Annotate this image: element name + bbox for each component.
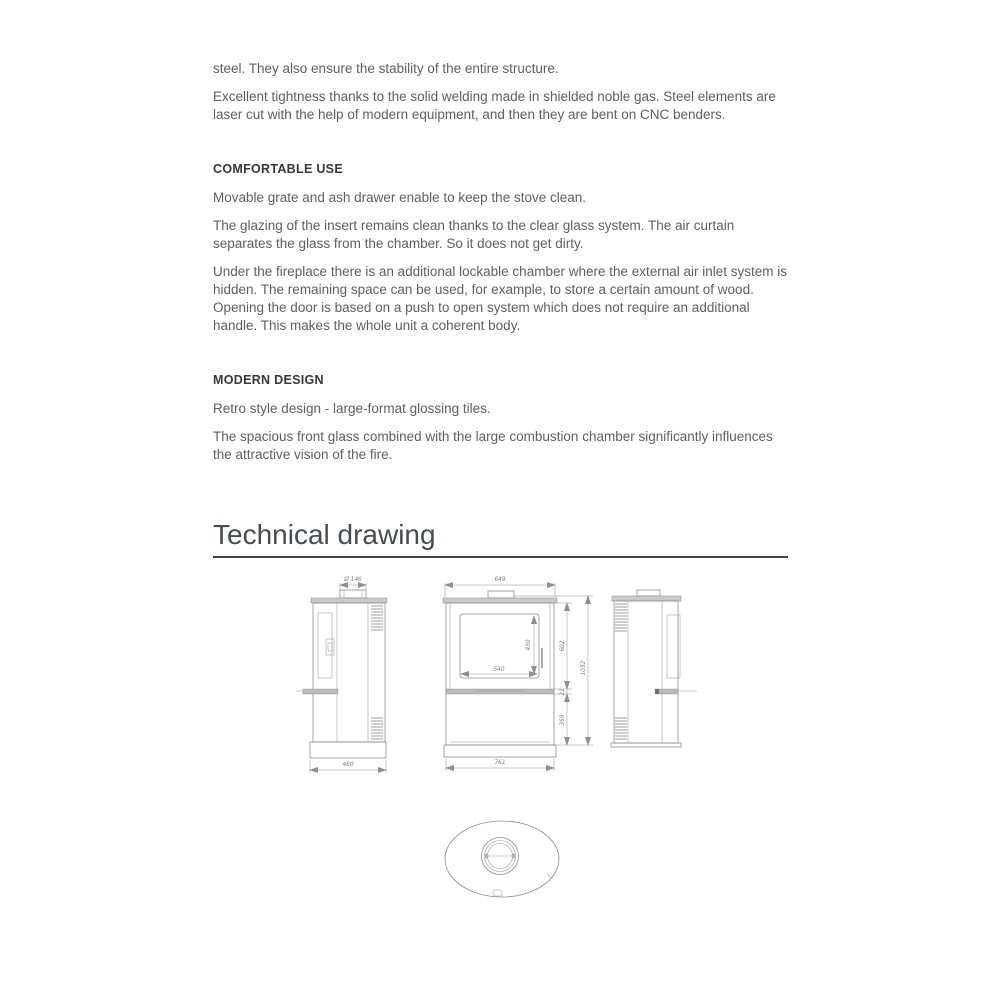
paragraph: The spacious front glass combined with the large combustion chamber significantly influences the attractive vision of the fire.: [213, 429, 773, 462]
paragraph: Retro style design - large-format glossing tiles.: [213, 401, 491, 416]
side-view-right: [611, 590, 697, 747]
dim-depth: 460: [342, 762, 354, 768]
dim-glass-width: 540: [493, 667, 505, 673]
article: [213, 60, 788, 558]
paragraph: The glazing of the insert remains clean thanks to the clear glass system. The air curtain separates the glass from the chamber. So it does not get dirty.: [213, 218, 735, 251]
technical-drawing-title: Technical drawing: [213, 518, 788, 558]
dim-shelf-thickness: 21: [560, 688, 566, 696]
paragraph: Under the fireplace there is an additional lockable chamber where the external air inlet system is hidden. The remaining space can be used, for example, to store a certain amount of wood. Opening the door is based on a push to open system which does not require an additional handle. This makes the whole unit a coherent body.: [213, 264, 788, 333]
dim-top-width: 649: [494, 577, 506, 583]
dim-glass-height: 430: [526, 639, 532, 651]
dim-total-height: 1052: [581, 660, 587, 676]
section-heading-comfortable-use: COMFORTABLE USE: [213, 162, 343, 176]
dim-flue-diameter: Ø 146: [344, 577, 362, 583]
technical-drawing: [290, 570, 710, 930]
front-view: [443, 577, 593, 771]
dim-overall-width: 761: [494, 760, 506, 766]
dim-firebox-height: 602: [560, 640, 566, 652]
section-heading-modern-design: MODERN DESIGN: [213, 373, 324, 387]
top-view: [445, 821, 559, 897]
side-view-left: [296, 576, 387, 773]
dim-lower-chamber-height: 369: [560, 714, 566, 726]
intro-paragraph: steel. They also ensure the stability of the entire structure.: [213, 61, 559, 76]
paragraph: Movable grate and ash drawer enable to keep the stove clean.: [213, 190, 586, 205]
intro-paragraph: Excellent tightness thanks to the solid welding made in shielded noble gas. Steel elements are laser cut with the help of modern equipment, and then they are bent on CNC benders.: [213, 89, 776, 122]
